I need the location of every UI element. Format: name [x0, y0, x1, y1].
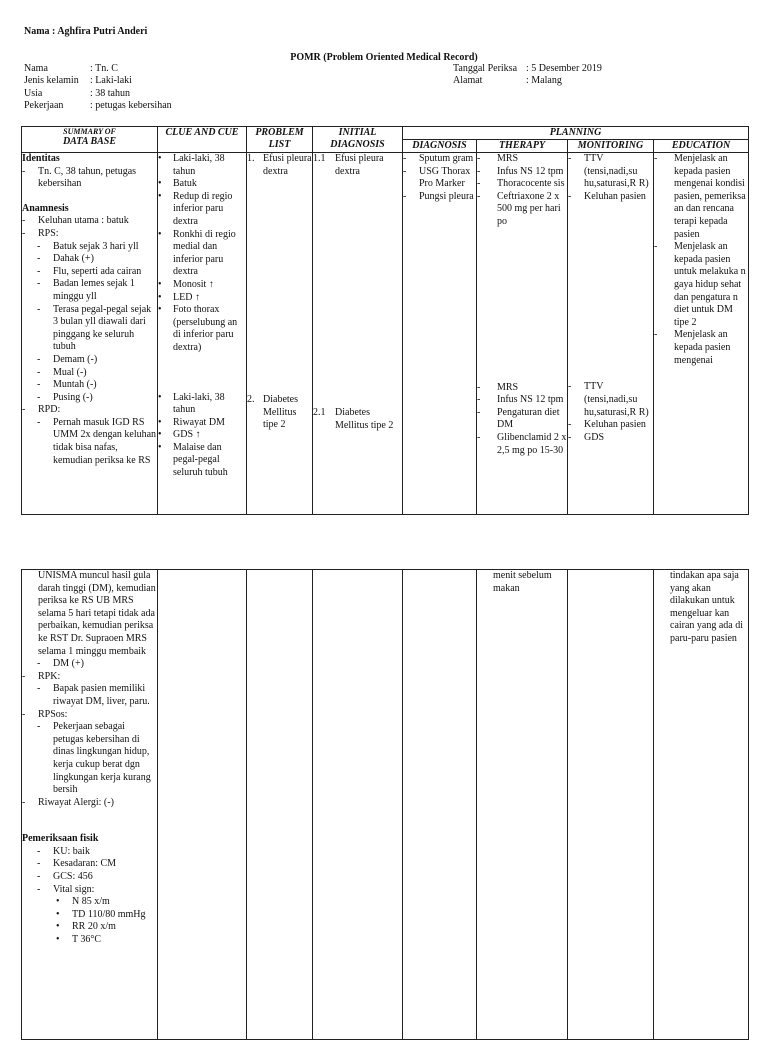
- list-marker: -: [37, 303, 41, 315]
- list-text: TTV (tensi,nadi,su hu,saturasi,R R): [584, 153, 649, 190]
- summary-cell: [22, 570, 158, 1040]
- clue-item: [158, 178, 246, 191]
- initial-diagnosis-cell: [313, 570, 403, 1040]
- list-marker: •: [158, 429, 162, 441]
- summary-list: [22, 570, 157, 947]
- list-text: Vital sign:: [53, 883, 95, 895]
- list-marker: •: [158, 178, 162, 190]
- list-marker: -: [568, 381, 572, 393]
- col-therapy: THERAPY: [477, 140, 568, 153]
- col-summary-of-data-base: [22, 127, 158, 153]
- list-text: Flu, seperti ada cairan: [53, 265, 142, 277]
- list-text: Riwayat DM: [173, 416, 225, 428]
- col-clue-and-cue: CLUE AND CUE: [158, 127, 247, 153]
- list-marker: -: [22, 670, 26, 682]
- list-text: Foto thorax (perselubung an di inferior paru dextra): [173, 304, 238, 353]
- list-marker: -: [403, 165, 407, 177]
- list-marker: •: [158, 153, 162, 164]
- problem-number: 2.: [247, 394, 255, 406]
- value-usia: : 38 tahun: [90, 87, 130, 99]
- summary-item: [22, 404, 157, 417]
- list-text: Terasa pegal-pegal sejak 3 bulan yll diawali dari pinggang ke seluruh tubuh: [53, 303, 152, 353]
- value-pekerjaan: : petugas kebersihan: [90, 99, 172, 111]
- list-marker: -: [654, 241, 658, 253]
- list-marker: -: [37, 265, 41, 277]
- list-text: Dahak (+): [53, 253, 94, 265]
- list-marker: -: [568, 190, 572, 202]
- clue-list-dm: [158, 392, 246, 480]
- list-text: Menjelask an kepada pasien untuk melakuka n gaya hidup sehat dan pengatura n diet untuk DM tipe 2: [674, 241, 746, 328]
- monitoring-cell: [568, 153, 654, 515]
- therapy-item: [477, 394, 567, 407]
- list-marker: -: [477, 178, 481, 190]
- clue-cell: [158, 570, 247, 1040]
- list-text: Ceftriaxone 2 x 500 mg per hari po: [497, 190, 561, 227]
- education-list: [654, 153, 748, 367]
- list-text: Sputum gram: [419, 153, 474, 164]
- clue-item: [158, 442, 246, 480]
- summary-item: [22, 166, 157, 191]
- value-jenis-kelamin: : Laki-laki: [90, 75, 132, 87]
- summary-subitem: [22, 379, 157, 392]
- list-marker: -: [37, 353, 41, 365]
- list-marker: -: [403, 190, 407, 202]
- list-text: Pekerjaan sebagai petugas kebersihan di dinas lingkungan hidup, kerja cukup berat dgn lingkungan kerja kurang bersih: [53, 721, 151, 796]
- clue-item: [158, 304, 246, 354]
- label-tanggal-periksa: Tanggal Periksa: [453, 63, 518, 74]
- therapy-list-dm: [477, 382, 567, 458]
- therapy-cell: [477, 570, 568, 1040]
- education-continued: tindakan apa saja yang akan dilakukan untuk mengeluar kan cairan yang ada di paru-paru pasien: [670, 570, 744, 644]
- list-marker: -: [22, 708, 26, 720]
- value-nama: : Tn. C: [90, 63, 118, 74]
- clue-item: [158, 417, 246, 430]
- initial-item-2: [313, 407, 402, 432]
- list-marker: -: [37, 658, 41, 670]
- list-marker: -: [477, 165, 481, 177]
- problem-item-2: [247, 394, 312, 432]
- exam-info: [453, 63, 602, 88]
- therapy-item: [477, 407, 567, 432]
- list-text: DM (+): [53, 658, 84, 670]
- monitoring-list-dm: [568, 381, 653, 444]
- clue-item: [158, 153, 246, 178]
- vital-sign-item: [22, 896, 157, 909]
- clue-item: [158, 292, 246, 305]
- therapy-continued: menit sebelum makan: [493, 570, 552, 594]
- list-text: Infus NS 12 tpm: [497, 165, 564, 177]
- therapy-cell: [477, 153, 568, 515]
- education-item: [654, 153, 748, 241]
- summary-subitem: [22, 884, 157, 897]
- education-cell: [654, 570, 749, 1040]
- list-text: Laki-laki, 38 tahun: [173, 391, 225, 416]
- spacer: [22, 821, 157, 833]
- monitoring-item: [568, 381, 653, 419]
- summary-subitem: [22, 278, 157, 303]
- list-marker: •: [158, 391, 162, 403]
- list-marker: •: [158, 304, 162, 316]
- col-monitoring: MONITORING: [568, 140, 654, 153]
- list-marker: -: [568, 153, 572, 164]
- vital-sign-item: [22, 921, 157, 934]
- summary-subitem: [22, 683, 157, 708]
- list-text: Pungsi pleura: [419, 190, 474, 202]
- list-text: Malaise dan pegal-pegal seluruh tubuh: [173, 441, 228, 479]
- list-text: TTV (tensi,nadi,su hu,saturasi,R R): [584, 381, 649, 418]
- list-text: RPK:: [38, 670, 61, 682]
- list-marker: -: [22, 404, 26, 416]
- list-text: GDS: [584, 431, 605, 443]
- label-jenis-kelamin: Jenis kelamin: [24, 75, 79, 87]
- initial-item-1: [313, 153, 402, 178]
- monitoring-cell: [568, 570, 654, 1040]
- section-heading: Pemeriksaan fisik: [22, 833, 99, 845]
- initial-text: Efusi pleura dextra: [335, 153, 384, 177]
- summary-subitem: [22, 253, 157, 266]
- summary-subitem: [22, 241, 157, 254]
- list-marker: -: [37, 240, 41, 252]
- monitoring-list-efusi: [568, 153, 653, 203]
- list-marker: •: [158, 441, 162, 453]
- list-marker: •: [158, 228, 162, 240]
- list-marker: -: [37, 416, 41, 428]
- clue-item: [158, 229, 246, 279]
- list-marker: -: [654, 329, 658, 341]
- summary-subitem: [22, 658, 157, 671]
- list-marker: -: [568, 431, 572, 443]
- list-marker: -: [37, 391, 41, 403]
- list-marker: -: [22, 215, 26, 227]
- problem-cell: [247, 570, 313, 1040]
- problem-text: Efusi pleura dextra: [263, 153, 312, 177]
- label-usia: Usia: [24, 87, 43, 99]
- list-marker: •: [158, 291, 162, 303]
- summary-item: [22, 215, 157, 228]
- summary-subitem: [22, 846, 157, 859]
- list-marker: -: [37, 379, 41, 391]
- document-title: POMR (Problem Oriented Medical Record): [290, 52, 478, 63]
- list-text: RR 20 x/m: [72, 921, 116, 933]
- therapy-item: [477, 166, 567, 179]
- list-marker: -: [477, 153, 481, 164]
- col-planning: PLANNING: [403, 127, 749, 140]
- list-text: TD 110/80 mmHg: [72, 908, 146, 920]
- list-text: Glibenclamid 2 x 2,5 mg po 15-30: [497, 431, 567, 456]
- summary-item: [22, 709, 157, 722]
- spacer: [22, 191, 157, 203]
- list-text: Pengaturan diet DM: [497, 406, 560, 431]
- list-text: Keluhan pasien: [584, 419, 646, 431]
- initial-number: 2.1: [313, 407, 326, 419]
- list-text: Badan lemes sejak 1 minggu yll: [53, 278, 135, 302]
- patient-info: [24, 63, 172, 112]
- list-marker: -: [22, 796, 26, 808]
- list-text: GCS: 456: [53, 871, 93, 883]
- student-name: Nama : Aghfira Putri Anderi: [24, 26, 148, 37]
- list-text: Bapak pasien memiliki riwayat DM, liver, paru.: [53, 683, 150, 707]
- summary-subitem: [22, 417, 157, 467]
- col-summary-big: DATA BASE: [62, 136, 117, 147]
- summary-continued: UNISMA muncul hasil gula darah tinggi (DM), kemudian periksa ke RS UB MRS selama 5 hari tetapi tidak ada perbaikan, kemudian periksa ke RST Dr. Supraoen MRS selama 1 minggu membaik: [38, 570, 156, 657]
- col-problem-list: PROBLEM LIST: [247, 127, 313, 153]
- list-marker: -: [477, 406, 481, 418]
- problem-item-1: [247, 153, 312, 178]
- list-marker: -: [37, 253, 41, 265]
- clue-item: [158, 279, 246, 292]
- problem-cell: [247, 153, 313, 515]
- list-text: Keluhan utama : batuk: [38, 215, 129, 227]
- initial-number: 1.1: [313, 153, 326, 164]
- education-item: [654, 329, 748, 367]
- summary-subitem: [22, 392, 157, 405]
- list-text: Ronkhi di regio medial dan inferior paru dextra: [173, 228, 236, 278]
- education-item: [654, 241, 748, 329]
- summary-subitem: [22, 871, 157, 884]
- list-marker: •: [56, 908, 60, 920]
- col-summary-small: SUMMARY OF: [63, 127, 116, 136]
- education-cell: [654, 153, 749, 515]
- list-text: USG Thorax Pro Marker: [419, 165, 471, 190]
- label-nama: Nama: [24, 63, 48, 74]
- list-text: LED ↑: [173, 291, 200, 303]
- list-text: KU: baik: [53, 845, 90, 857]
- therapy-item: [477, 382, 567, 395]
- therapy-item: [477, 191, 567, 229]
- list-marker: -: [477, 431, 481, 443]
- therapy-item: [477, 153, 567, 166]
- list-marker: -: [477, 394, 481, 406]
- list-text: RPD:: [38, 404, 61, 416]
- summary-subitem: [22, 721, 157, 797]
- list-text: Laki-laki, 38 tahun: [173, 153, 225, 177]
- monitoring-item: [568, 432, 653, 445]
- list-text: Pusing (-): [53, 391, 93, 403]
- value-tanggal-periksa: : 5 Desember 2019: [526, 63, 602, 74]
- list-text: Tn. C, 38 tahun, petugas kebersihan: [38, 165, 137, 190]
- list-text: Menjelask an kepada pasien mengenai: [674, 329, 731, 366]
- section-heading: Anamnesis: [22, 202, 69, 214]
- summary-list: [22, 153, 157, 467]
- label-alamat: Alamat: [453, 75, 483, 87]
- therapy-item: [477, 178, 567, 191]
- clue-cell: [158, 153, 247, 515]
- clue-item: [158, 392, 246, 417]
- monitoring-item: [568, 191, 653, 204]
- list-marker: -: [37, 845, 41, 857]
- diagnosis-list: [403, 153, 476, 203]
- diagnosis-item: [403, 191, 476, 204]
- list-text: MRS: [497, 153, 519, 164]
- list-marker: -: [22, 227, 26, 239]
- vital-sign-item: [22, 909, 157, 922]
- summary-subitem: [22, 304, 157, 354]
- problem-number: 1.: [247, 153, 255, 164]
- diagnosis-cell: [403, 570, 477, 1040]
- col-education: EDUCATION: [654, 140, 749, 153]
- list-marker: -: [37, 683, 41, 695]
- monitoring-item: [568, 153, 653, 191]
- clue-item: [158, 191, 246, 229]
- list-marker: -: [37, 858, 41, 870]
- summary-item: [22, 797, 157, 810]
- summary-subitem: [22, 354, 157, 367]
- value-alamat: : Malang: [526, 75, 562, 87]
- list-marker: -: [37, 721, 41, 733]
- list-text: RPSos:: [38, 708, 68, 720]
- list-text: Infus NS 12 tpm: [497, 394, 564, 406]
- initial-diagnosis-cell: [313, 153, 403, 515]
- list-text: Batuk sejak 3 hari yll: [53, 240, 139, 252]
- pomr-table-page-2: [21, 569, 749, 1040]
- section-heading: Identitas: [22, 153, 60, 164]
- list-text: MRS: [497, 381, 519, 393]
- list-text: T 36°C: [72, 934, 102, 946]
- list-marker: -: [477, 381, 481, 393]
- list-text: Mual (-): [53, 366, 87, 378]
- list-marker: -: [22, 165, 26, 177]
- list-text: Riwayat Alergi: (-): [38, 796, 114, 808]
- col-initial-diagnosis: INITIAL DIAGNOSIS: [313, 127, 403, 153]
- list-marker: -: [37, 278, 41, 290]
- therapy-item: [477, 432, 567, 457]
- list-marker: •: [56, 921, 60, 933]
- problem-text: Diabetes Mellitus tipe 2: [263, 394, 298, 431]
- list-text: Thoracocente sis: [497, 178, 565, 190]
- therapy-list-efusi: [477, 153, 567, 229]
- list-marker: -: [477, 190, 481, 202]
- list-marker: •: [56, 934, 60, 946]
- monitoring-item: [568, 419, 653, 432]
- summary-item: [22, 671, 157, 684]
- list-text: RPS:: [38, 227, 59, 239]
- list-marker: -: [37, 883, 41, 895]
- list-marker: -: [654, 153, 658, 164]
- list-text: Pernah masuk IGD RS UMM 2x dengan keluhan tidak bisa nafas, kemudian periksa ke RS: [53, 416, 157, 466]
- list-marker: -: [568, 419, 572, 431]
- summary-item: [22, 228, 157, 241]
- diagnosis-item: [403, 166, 476, 191]
- list-text: N 85 x/m: [72, 896, 110, 908]
- list-text: Redup di regio inferior paru dextra: [173, 190, 233, 227]
- col-diagnosis: DIAGNOSIS: [403, 140, 477, 153]
- list-marker: •: [158, 416, 162, 428]
- summary-subitem: [22, 858, 157, 871]
- list-marker: -: [37, 366, 41, 378]
- label-pekerjaan: Pekerjaan: [24, 99, 64, 111]
- summary-subitem: [22, 266, 157, 279]
- list-marker: -: [403, 153, 407, 164]
- list-text: Keluhan pasien: [584, 190, 646, 202]
- list-marker: •: [158, 278, 162, 290]
- summary-subitem: [22, 367, 157, 380]
- list-marker: •: [56, 896, 60, 908]
- list-text: Batuk: [173, 178, 197, 190]
- clue-list-efusi: [158, 153, 246, 355]
- pomr-table-page-1: [21, 126, 749, 515]
- list-text: GDS ↑: [173, 429, 201, 441]
- list-marker: •: [158, 190, 162, 202]
- spacer: [22, 809, 157, 821]
- list-marker: -: [37, 871, 41, 883]
- diagnosis-item: [403, 153, 476, 166]
- list-text: Menjelask an kepada pasien mengenai kondisi pasien, pemeriksa an dan rencana terapi kepada pasien: [674, 153, 746, 240]
- summary-cell: [22, 153, 158, 515]
- initial-text: Diabetes Mellitus tipe 2: [335, 407, 394, 431]
- list-text: Kesadaran: CM: [53, 858, 117, 870]
- clue-item: [158, 429, 246, 442]
- vital-sign-item: [22, 934, 157, 947]
- list-text: Muntah (-): [53, 379, 97, 391]
- list-text: Monosit ↑: [173, 278, 214, 290]
- list-text: Demam (-): [53, 353, 98, 365]
- diagnosis-cell: [403, 153, 477, 515]
